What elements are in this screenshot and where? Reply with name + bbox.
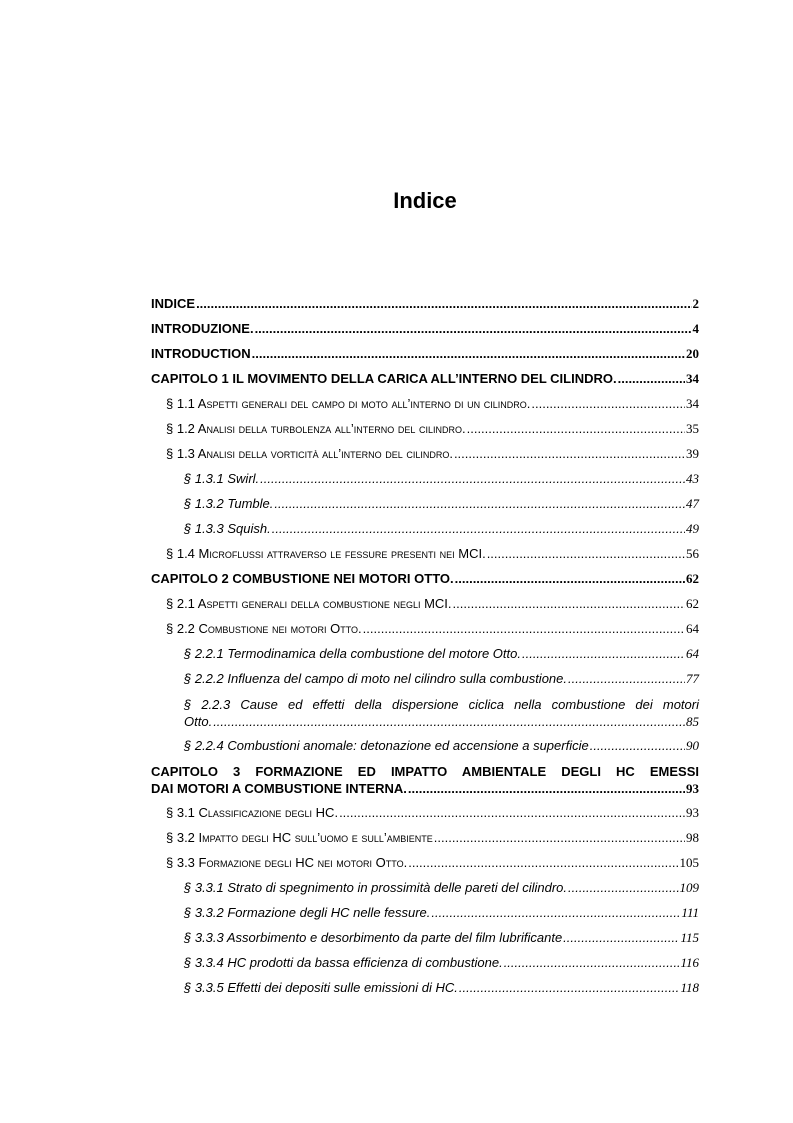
toc-page: 93: [686, 805, 699, 820]
toc-entry-1-2[interactable]: [151, 421, 699, 446]
toc-label: INDICE: [151, 296, 196, 311]
toc-label: § 3.3 Formazione degli HC nei motori Otto.: [166, 855, 408, 870]
toc-page: 105: [679, 855, 699, 870]
dot-leader: [504, 955, 680, 970]
toc-entry-2-2[interactable]: [151, 621, 699, 646]
dot-leader: [531, 396, 685, 411]
toc-entry-capitolo-1[interactable]: [151, 371, 699, 396]
dot-leader: [272, 521, 685, 536]
toc-page: 34: [686, 396, 699, 411]
dot-leader: [255, 321, 692, 336]
toc-label: § 3.3.5 Effetti dei depositi sulle emissioni di HC.: [184, 980, 458, 995]
dot-leader: [487, 546, 685, 561]
toc-page: 49: [686, 521, 699, 536]
toc-page: 43: [686, 471, 699, 486]
toc-label: § 1.3.3 Squish.: [184, 521, 271, 536]
dot-leader: [563, 930, 679, 945]
toc-page: 118: [680, 980, 699, 995]
toc-page: 90: [686, 738, 699, 753]
dot-leader: [618, 371, 685, 386]
toc-label-line2: Otto.: [184, 714, 213, 729]
dot-leader: [274, 496, 685, 511]
toc-page: 20: [686, 346, 699, 361]
dot-leader: [459, 980, 680, 995]
toc-label: § 3.3.2 Formazione degli HC nelle fessure.: [184, 905, 431, 920]
toc-entry-3-3-5[interactable]: [151, 980, 699, 1005]
dot-leader: [590, 738, 685, 753]
toc-entry-3-1[interactable]: [151, 805, 699, 830]
toc-page: 85: [686, 714, 699, 729]
dot-leader: [568, 880, 679, 895]
dot-leader: [252, 346, 685, 361]
toc-page: 64: [686, 621, 699, 636]
toc-page: 62: [686, 596, 699, 611]
dot-leader: [408, 855, 678, 870]
toc-page: 56: [686, 546, 699, 561]
dot-leader: [434, 830, 685, 845]
toc-label: § 1.3.1 Swirl.: [184, 471, 260, 486]
toc-entry-2-2-4[interactable]: [151, 738, 699, 763]
toc-page: 109: [679, 880, 699, 895]
toc-entry-3-3-1[interactable]: [151, 880, 699, 905]
toc-page: 34: [686, 371, 699, 386]
toc-page: 35: [686, 421, 699, 436]
dot-leader: [196, 296, 691, 311]
toc-entry-indice[interactable]: [151, 296, 699, 321]
toc-label: § 3.2 Impatto degli HC sull’uomo e sull’ambiente: [166, 830, 433, 845]
dot-leader: [339, 805, 685, 820]
dot-leader: [467, 421, 685, 436]
toc-entry-2-2-3[interactable]: [151, 696, 699, 730]
toc-entry-2-2-2[interactable]: [151, 671, 699, 696]
toc-entry-introduzione[interactable]: [151, 321, 699, 346]
dot-leader: [522, 646, 685, 661]
toc-page: 115: [680, 930, 699, 945]
toc-page: 64: [686, 646, 699, 661]
dot-leader: [408, 780, 685, 797]
toc-label-line2: DAI MOTORI A COMBUSTIONE INTERNA.: [151, 781, 407, 796]
toc-entry-capitolo-2[interactable]: [151, 571, 699, 596]
toc-entry-introduction[interactable]: [151, 346, 699, 371]
toc-entry-3-3-4[interactable]: [151, 955, 699, 980]
dot-leader: [213, 713, 685, 730]
toc-entry-3-3-2[interactable]: [151, 905, 699, 930]
toc-label-line1: CAPITOLO 3 FORMAZIONE ED IMPATTO AMBIENTALE DEGLI HC EMESSI: [151, 764, 699, 779]
toc-page: 111: [681, 905, 699, 920]
toc-entry-1-3-1[interactable]: [151, 471, 699, 496]
page-title: Indice: [393, 188, 457, 213]
toc-page: 4: [692, 321, 699, 336]
toc-label: INTRODUZIONE.: [151, 321, 254, 336]
toc-label-line1: § 2.2.3 Cause ed effetti della dispersione ciclica nella combustione dei motori: [184, 697, 699, 712]
toc-label: § 2.2.1 Termodinamica della combustione del motore Otto.: [184, 646, 521, 661]
dot-leader: [431, 905, 680, 920]
toc-label: § 1.3.2 Tumble.: [184, 496, 274, 511]
toc-page: 116: [680, 955, 699, 970]
dot-leader: [454, 446, 685, 461]
toc-entry-3-3-3[interactable]: [151, 930, 699, 955]
toc-page: 2: [692, 296, 699, 311]
toc-page: 62: [686, 571, 699, 586]
dot-leader: [453, 596, 685, 611]
toc-entry-3-3[interactable]: [151, 855, 699, 880]
toc-entry-1-3[interactable]: [151, 446, 699, 471]
toc-label: CAPITOLO 2 COMBUSTIONE NEI MOTORI OTTO.: [151, 571, 454, 586]
toc-label: § 1.4 Microflussi attraverso le fessure presenti nei MCI.: [166, 546, 486, 561]
toc-page: 77: [686, 671, 699, 686]
toc-entry-2-2-1[interactable]: [151, 646, 699, 671]
toc-page: 93: [686, 781, 699, 796]
dot-leader: [260, 471, 685, 486]
toc-entry-2-1[interactable]: [151, 596, 699, 621]
toc-label: INTRODUCTION: [151, 346, 251, 361]
toc-label: § 1.3 Analisi della vorticità all’interno del cilindro.: [166, 446, 453, 461]
toc-label: § 2.1 Aspetti generali della combustione negli MCI.: [166, 596, 452, 611]
toc-entry-capitolo-3[interactable]: [151, 763, 699, 797]
toc-page: 39: [686, 446, 699, 461]
toc-label: § 1.1 Aspetti generali del campo di moto all’interno di un cilindro.: [166, 396, 531, 411]
toc-entry-1-3-2[interactable]: [151, 496, 699, 521]
toc-label: § 2.2.4 Combustioni anomale: detonazione ed accensione a superficie: [184, 738, 589, 753]
toc-label: § 3.1 Classificazione degli HC.: [166, 805, 339, 820]
dot-leader: [455, 571, 685, 586]
toc-label: § 3.3.3 Assorbimento e desorbimento da parte del film lubrificante: [184, 930, 563, 945]
toc-entry-3-2[interactable]: [151, 830, 699, 855]
toc-entry-1-4[interactable]: [151, 546, 699, 571]
toc-label: CAPITOLO 1 IL MOVIMENTO DELLA CARICA ALL’INTERNO DEL CILINDRO.: [151, 371, 617, 386]
toc-label: § 2.2.2 Influenza del campo di moto nel cilindro sulla combustione.: [184, 671, 567, 686]
toc-page: 98: [686, 830, 699, 845]
toc-page: 47: [686, 496, 699, 511]
toc-label: § 2.2 Combustione nei motori Otto.: [166, 621, 362, 636]
dot-leader: [363, 621, 685, 636]
toc-label: § 3.3.1 Strato di spegnimento in prossimità delle pareti del cilindro.: [184, 880, 567, 895]
dot-leader: [568, 671, 685, 686]
toc-entry-1-1[interactable]: [151, 396, 699, 421]
toc-entry-1-3-3[interactable]: [151, 521, 699, 546]
toc-label: § 1.2 Analisi della turbolenza all’interno del cilindro.: [166, 421, 466, 436]
table-of-contents: [151, 296, 699, 1005]
toc-label: § 3.3.4 HC prodotti da bassa efficienza di combustione.: [184, 955, 503, 970]
